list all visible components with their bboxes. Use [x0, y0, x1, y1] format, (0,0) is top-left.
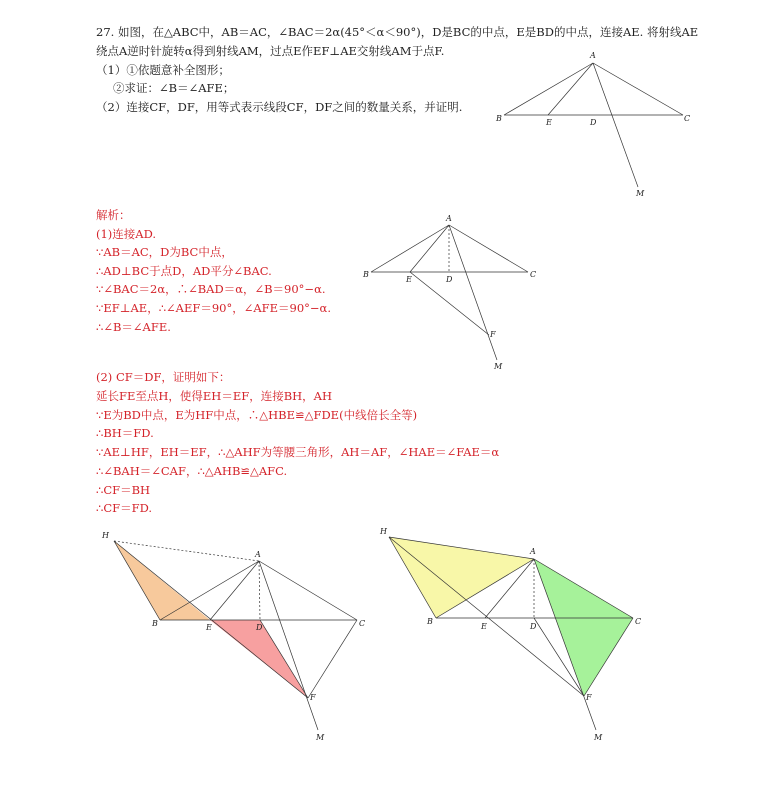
solution-line: ∴∠B＝∠AFE. [96, 320, 171, 334]
problem-line: 绕点A逆时针旋转α得到射线AM，过点E作EF⊥AE交射线AM于点F. [96, 44, 445, 58]
label-a: A [255, 550, 261, 559]
label-f: F [310, 693, 316, 702]
label-f: F [490, 330, 496, 339]
label-d: D [590, 118, 597, 127]
label-b: B [363, 270, 369, 279]
solution-line: 延长FE至点H，使得EH＝EF，连接BH，AH [96, 389, 333, 403]
label-d: D [530, 622, 537, 631]
label-e: E [406, 275, 412, 284]
solution-line: ∴CF＝BH [96, 483, 151, 497]
label-b: B [496, 114, 502, 123]
label-m: M [316, 733, 325, 742]
solution-line: ∴CF＝FD. [96, 501, 153, 515]
solution-line: (2) CF＝DF，证明如下： [96, 370, 231, 384]
solution-heading: 解析： [96, 208, 131, 222]
solution-line: ∴AD⊥BC于点D，AD平分∠BAC. [96, 264, 272, 278]
label-h: H [102, 531, 109, 540]
problem-line: ②求证：∠B＝∠AFE； [113, 81, 235, 95]
label-m: M [636, 189, 645, 198]
label-m: M [494, 362, 503, 371]
label-a: A [530, 547, 536, 556]
label-b: B [427, 617, 433, 626]
label-h: H [380, 527, 387, 536]
label-e: E [546, 118, 552, 127]
label-d: D [446, 275, 453, 284]
label-a: A [446, 214, 452, 223]
label-c: C [635, 617, 642, 626]
label-e: E [481, 622, 487, 631]
problem-line: （1）①依题意补全图形； [96, 63, 230, 77]
triangle-afc-fill [534, 559, 633, 696]
solution-line: ∵∠BAC＝2α，∴∠BAD＝α，∠B＝90°−α. [96, 282, 326, 296]
label-c: C [684, 114, 691, 123]
label-a: A [590, 51, 596, 60]
solution-line: ∵EF⊥AE，∴∠AEF＝90°，∠AFE＝90°−α. [96, 301, 331, 315]
solution-line: ∵E为BD中点，E为HF中点，∴△HBE≌△FDE(中线倍长全等) [96, 408, 418, 422]
solution-line: ∵AE⊥HF，EH＝EF，∴△AHF为等腰三角形，AH＝AF，∠HAE＝∠FAE＝α [96, 445, 500, 459]
label-f: F [586, 693, 592, 702]
solution-line: ∵AB＝AC，D为BC中点， [96, 245, 233, 259]
label-m: M [594, 733, 603, 742]
problem-line: （2）连接CF，DF，用等式表示线段CF，DF之间的数量关系，并证明. [96, 100, 463, 114]
label-b: B [152, 619, 158, 628]
label-c: C [359, 619, 366, 628]
solution-line: ∴∠BAH＝∠CAF，∴△AHB≌△AFC. [96, 464, 288, 478]
label-d: D [256, 623, 263, 632]
problem-line: 27. 如图，在△ABC中，AB＝AC，∠BAC＝2α(45°＜α＜90°)，D是BC的中点，E是BD的中点，连接AE. 将射线AE [96, 25, 699, 39]
solution-line: ∴BH＝FD. [96, 426, 154, 440]
triangle-ahb-fill [389, 537, 534, 618]
label-e: E [206, 623, 212, 632]
label-c: C [530, 270, 537, 279]
solution-line: (1)连接AD. [96, 227, 157, 241]
